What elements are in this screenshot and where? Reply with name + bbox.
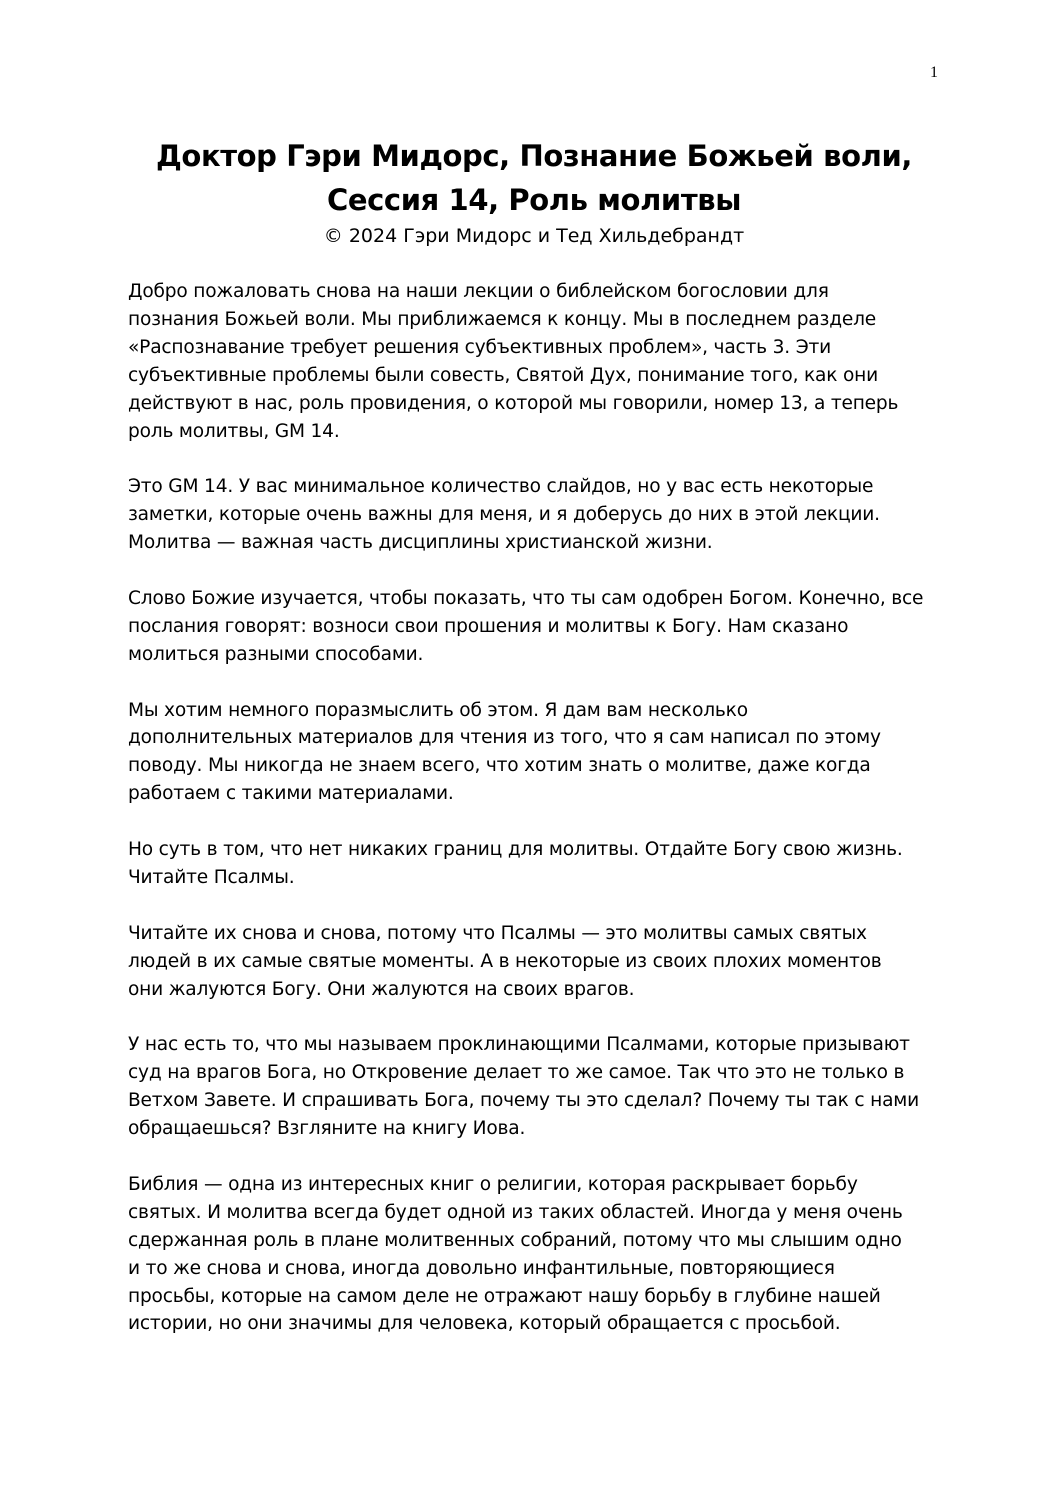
text-line: Это GM 14. У вас минимальное количество слайдов, но у вас есть некоторые	[128, 476, 874, 498]
text-line: Библия — одна из интересных книг о религии, которая раскрывает борьбу	[128, 1173, 858, 1195]
paragraph	[128, 697, 940, 809]
text-line: истории, но они значимы для человека, который обращается с просьбой.	[128, 1313, 841, 1335]
paragraph	[128, 836, 940, 892]
text-line: действуют в нас, роль провидения, о которой мы говорили, номер 13, а теперь	[128, 392, 899, 414]
text-line: послания говорят: возноси свои прошения и молитвы к Богу. Нам сказано	[128, 615, 849, 637]
paragraph	[128, 585, 940, 669]
text-line: и то же снова и снова, иногда довольно инфантильные, повторяющиеся	[128, 1257, 835, 1279]
text-line: Ветхом Завете. И спрашивать Бога, почему ты это сделал? Почему ты так с нами	[128, 1090, 920, 1112]
text-line: Слово Божие изучается, чтобы показать, что ты сам одобрен Богом. Конечно, все	[128, 587, 924, 609]
text-line: молиться разными способами.	[128, 643, 424, 665]
text-line: работаем с такими материалами.	[128, 783, 454, 805]
text-line: У нас есть то, что мы называем проклинающими Псалмами, которые призывают	[128, 1034, 910, 1056]
text-line: святых. И молитва всегда будет одной из таких областей. Иногда у меня очень	[128, 1201, 903, 1223]
text-line: просьбы, которые на самом деле не отражают нашу борьбу в глубине нашей	[128, 1285, 881, 1307]
text-line: людей в их самые святые моменты. А в некоторые из своих плохих моментов	[128, 950, 882, 972]
text-line: суд на врагов Бога, но Откровение делает то же самое. Так что это не только в	[128, 1062, 905, 1084]
text-line: познания Божьей воли. Мы приближаемся к концу. Мы в последнем разделе	[128, 308, 877, 330]
text-line: Читайте Псалмы.	[128, 866, 295, 888]
text-line: сдержанная роль в плане молитвенных собраний, потому что мы слышим одно	[128, 1229, 902, 1251]
text-line: Мы хотим немного поразмыслить об этом. Я дам вам несколько	[128, 699, 748, 721]
document-title	[100, 134, 968, 222]
title-line: Сессия 14, Роль молитвы	[326, 183, 742, 217]
text-line: роль молитвы, GM 14.	[128, 420, 340, 442]
text-line: субъективные проблемы были совесть, Святой Дух, понимание того, как они	[128, 364, 878, 386]
document-body	[128, 278, 940, 1366]
paragraph	[128, 473, 940, 557]
text-line: обращаешься? Взгляните на книгу Иова.	[128, 1118, 526, 1140]
text-line: Молитва — важная часть дисциплины христианской жизни.	[128, 532, 713, 554]
copyright-notice: © 2024 Гэри Мидорс и Тед Хильдебрандт	[323, 225, 745, 247]
text-line: поводу. Мы никогда не знаем всего, что хотим знать о молитве, даже когда	[128, 755, 871, 777]
title-line: Доктор Гэри Мидорс, Познание Божьей воли,	[156, 139, 912, 173]
paragraph	[128, 1171, 940, 1338]
page-number: 1	[930, 64, 938, 81]
paragraph	[128, 1031, 940, 1143]
text-line: Читайте их снова и снова, потому что Псалмы — это молитвы самых святых	[128, 922, 867, 944]
text-line: Добро пожаловать снова на наши лекции о библейском богословии для	[128, 281, 829, 302]
text-line: дополнительных материалов для чтения из того, что я сам написал по этому	[128, 727, 881, 749]
text-line: они жалуются Богу. Они жалуются на своих врагов.	[128, 978, 635, 1000]
text-line: заметки, которые очень важны для меня, и я доберусь до них в этой лекции.	[128, 504, 880, 526]
text-line: Но суть в том, что нет никаких границ для молитвы. Отдайте Богу свою жизнь.	[128, 839, 903, 861]
paragraph	[128, 278, 940, 445]
text-line: «Распознавание требует решения субъективных проблем», часть 3. Эти	[128, 336, 832, 358]
paragraph	[128, 920, 940, 1004]
